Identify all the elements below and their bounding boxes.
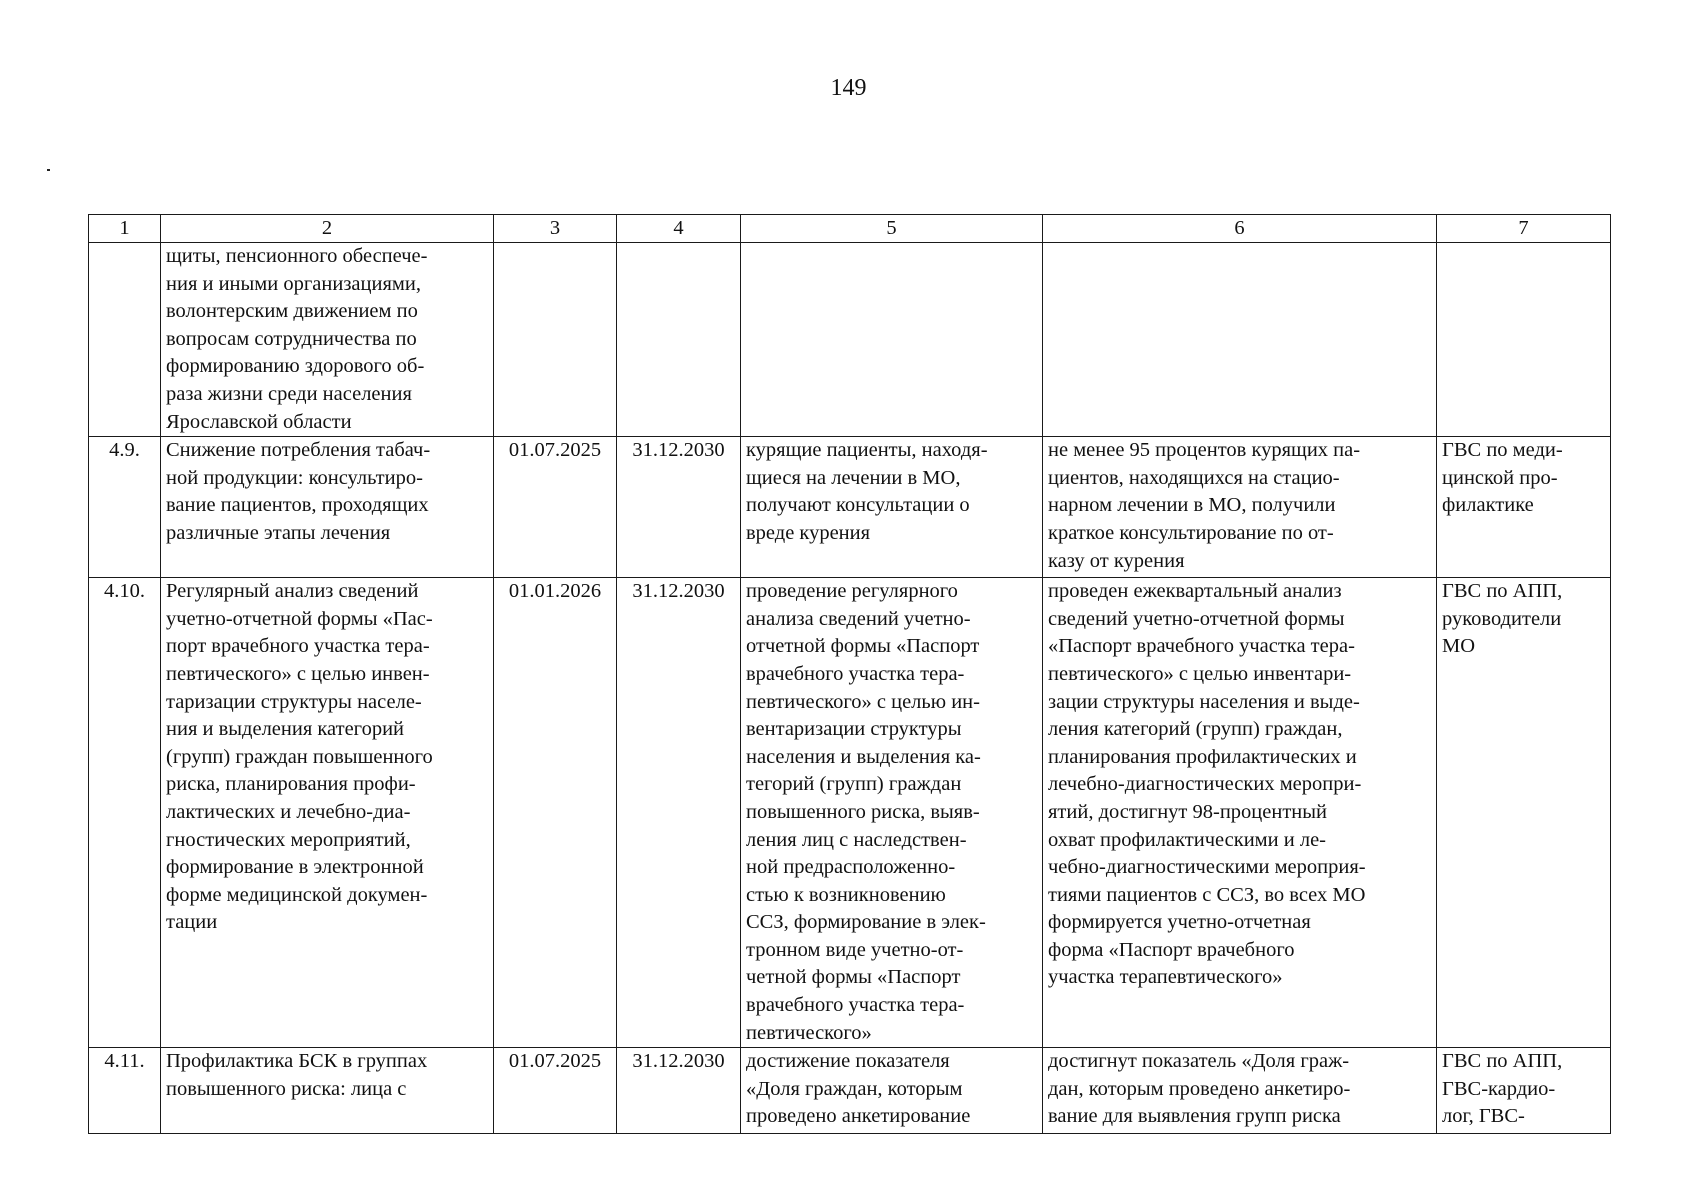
- column-number-row: [89, 215, 1611, 243]
- table-row: [89, 243, 1611, 437]
- event-cell: щиты, пенсионного обеспече- ния и иными организациями, волонтерским движением по вопросам сотрудничества по формированию здорового об- раза жизни среди населения Ярославской области: [161, 243, 494, 437]
- row-number-cell: [89, 243, 161, 437]
- indicator-cell: [1043, 243, 1437, 437]
- table-row: [89, 1048, 1611, 1134]
- start-date-cell: [494, 243, 617, 437]
- event-cell: Профилактика БСК в группах повышенного риска: лица с: [161, 1048, 494, 1134]
- column-number: 6: [1043, 215, 1437, 243]
- page-number: 149: [830, 75, 867, 101]
- column-number: 1: [89, 215, 161, 243]
- row-number-cell: 4.10.: [89, 578, 161, 1048]
- row-number-cell: 4.11.: [89, 1048, 161, 1134]
- start-date-cell: 01.07.2025: [494, 1048, 617, 1134]
- indicator-cell: не менее 95 процентов курящих па- циентов, находящихся на стацио- нарном лечении в МО, получили краткое консультирование по от- казу от курения: [1043, 437, 1437, 578]
- end-date-cell: 31.12.2030: [617, 437, 741, 578]
- result-cell: [741, 243, 1043, 437]
- column-number: 5: [741, 215, 1043, 243]
- event-cell: Снижение потребления табач- ной продукции: консультиро- вание пациентов, проходящих различные этапы лечения: [161, 437, 494, 578]
- column-number: 3: [494, 215, 617, 243]
- event-cell: Регулярный анализ сведений учетно-отчетной формы «Пас- порт врачебного участка тера- певтического» с целью инвен- таризации структуры населе- ния и выделения категорий (групп) граждан повышенного риска, планирования профи- лактических и лечебно-диа- гностических мероприятий, формирование в электронной форме медицинской докумен- тации: [161, 578, 494, 1048]
- end-date-cell: 31.12.2030: [617, 1048, 741, 1134]
- end-date-cell: [617, 243, 741, 437]
- result-cell: проведение регулярного анализа сведений учетно- отчетной формы «Паспорт врачебного участка тера- певтического» с целью ин- вентаризации структуры населения и выделения ка- тегорий (групп) граждан повышенного риска, выяв- ления лиц с наследствен- ной предрасположенно- стью к возникновению ССЗ, формирование в элек- тронном виде учетно-от- четной формы «Паспорт врачебного участка тера- певтического»: [741, 578, 1043, 1048]
- table-row: [89, 578, 1611, 1048]
- start-date-cell: 01.07.2025: [494, 437, 617, 578]
- responsible-cell: ГВС по меди- цинской про- филактике: [1437, 437, 1611, 578]
- responsible-cell: ГВС по АПП, руководители МО: [1437, 578, 1611, 1048]
- start-date-cell: 01.01.2026: [494, 578, 617, 1048]
- scan-speck: [47, 169, 50, 171]
- responsible-cell: ГВС по АПП, ГВС-кардио- лог, ГВС-: [1437, 1048, 1611, 1134]
- end-date-cell: 31.12.2030: [617, 578, 741, 1048]
- column-number: 7: [1437, 215, 1611, 243]
- column-number: 4: [617, 215, 741, 243]
- result-cell: достижение показателя «Доля граждан, которым проведено анкетирование: [741, 1048, 1043, 1134]
- row-number-cell: 4.9.: [89, 437, 161, 578]
- responsible-cell: [1437, 243, 1611, 437]
- measures-table: [88, 214, 1611, 1134]
- indicator-cell: проведен ежеквартальный анализ сведений учетно-отчетной формы «Паспорт врачебного участка тера- певтического» с целью инвентари- зации структуры населения и выде- ления категорий (групп) граждан, планирования профилактических и лечебно-диагностических меропри- ятий, достигнут 98-процентный охват профилактическими и ле- чебно-диагностическими мероприя- тиями пациентов с ССЗ, во всех МО формируется учетно-отчетная форма «Паспорт врачебного участка терапевтического»: [1043, 578, 1437, 1048]
- table-row: [89, 437, 1611, 578]
- column-number: 2: [161, 215, 494, 243]
- indicator-cell: достигнут показатель «Доля граж- дан, которым проведено анкетиро- вание для выявления групп риска: [1043, 1048, 1437, 1134]
- result-cell: курящие пациенты, находя- щиеся на лечении в МО, получают консультации о вреде курения: [741, 437, 1043, 578]
